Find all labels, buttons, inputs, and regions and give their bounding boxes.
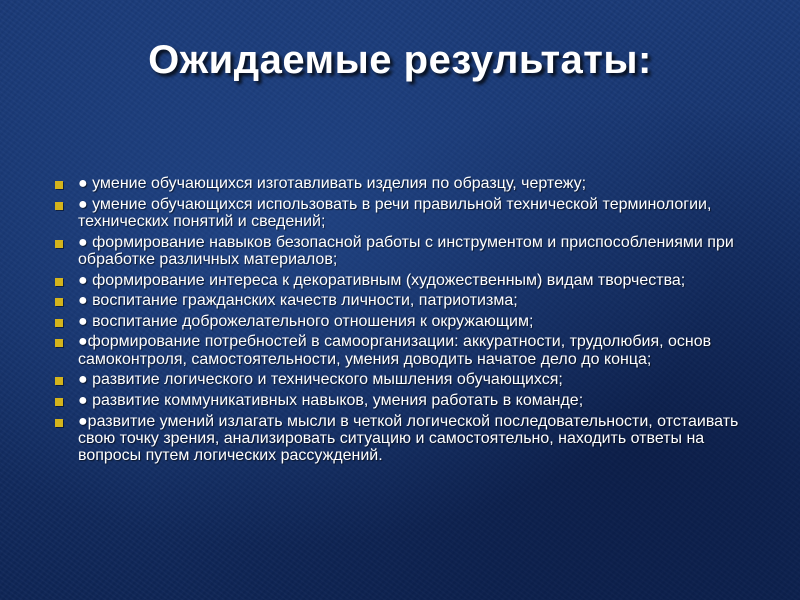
bullet-item <box>55 272 755 289</box>
square-bullet-icon <box>55 319 63 327</box>
bullet-text: ●развитие умений излагать мысли в четкой логической последовательности, отстаивать свою точку зрения, анализировать ситуацию и самостоятельно, находить ответы на вопросы путем логических рассуждений. <box>78 412 739 465</box>
square-bullet-icon <box>55 398 63 406</box>
bullet-item <box>55 313 755 330</box>
bullet-text: ● умение обучающихся использовать в речи правильной технической терминологии, технических понятий и сведений; <box>78 195 712 230</box>
square-bullet-icon <box>55 298 63 306</box>
bullet-text: ●формирование потребностей в самоорганизации: аккуратности, трудолюбия, основ самоконтроля, самостоятельности, умения доводить начатое дело до конца; <box>78 333 712 368</box>
slide-title: Ожидаемые результаты: <box>148 38 652 82</box>
bullet-item <box>55 333 755 368</box>
bullet-item <box>55 196 755 231</box>
bullet-text: ● воспитание гражданских качеств личности, патриотизма; <box>78 292 518 310</box>
bullet-list <box>55 175 755 468</box>
bullet-item <box>55 371 755 388</box>
bullet-text: ● развитие логического и технического мышления обучающихся; <box>78 371 563 389</box>
bullet-item <box>55 175 755 192</box>
bullet-item <box>55 413 755 465</box>
bullet-item <box>55 234 755 269</box>
bullet-text: ● формирование навыков безопасной работы с инструментом и приспособлениями при обработке различных материалов; <box>78 233 734 268</box>
bullet-text: ● формирование интереса к декоративным (художественным) видам творчества; <box>78 271 686 289</box>
square-bullet-icon <box>55 202 63 210</box>
square-bullet-icon <box>55 419 63 427</box>
square-bullet-icon <box>55 181 63 189</box>
bullet-text: ● развитие коммуникативных навыков, умения работать в команде; <box>78 391 584 409</box>
square-bullet-icon <box>55 339 63 347</box>
square-bullet-icon <box>55 278 63 286</box>
square-bullet-icon <box>55 240 63 248</box>
bullet-item <box>55 292 755 309</box>
bullet-item <box>55 392 755 409</box>
bullet-text: ● умение обучающихся изготавливать изделия по образцу, чертежу; <box>78 175 587 192</box>
bullet-text: ● воспитание доброжелательного отношения к окружающим; <box>78 312 534 330</box>
square-bullet-icon <box>55 377 63 385</box>
